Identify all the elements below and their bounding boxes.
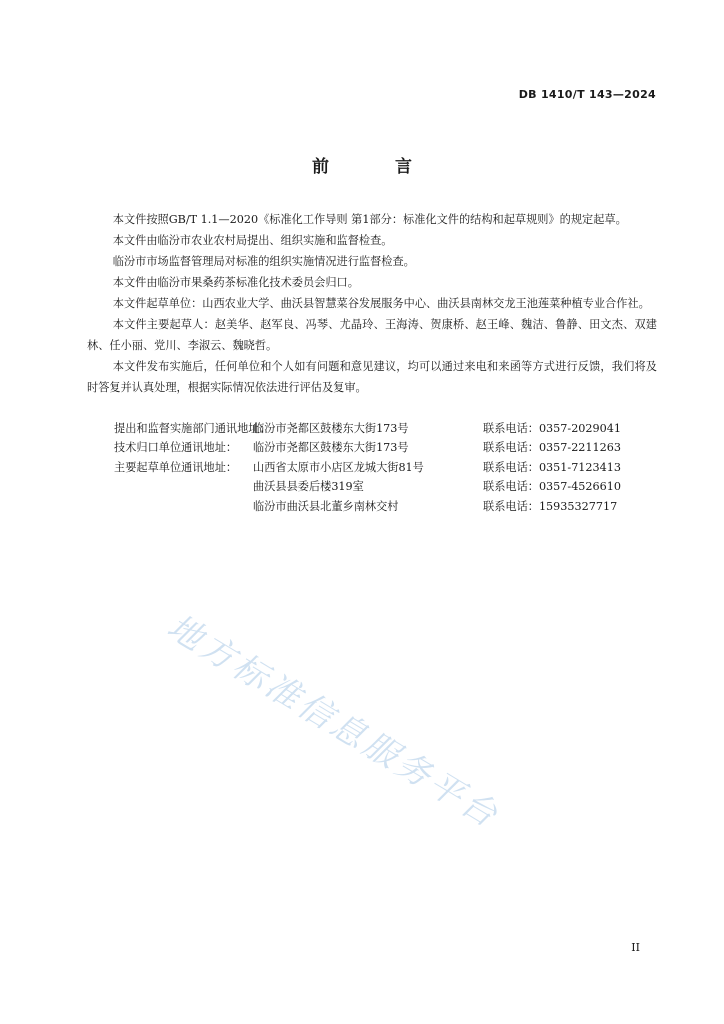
page-title: 前 言 [312,157,442,177]
contact-address: 山西省太原市小店区龙城大街81号 [253,460,424,474]
contact-address: 临汾市尧都区鼓楼东大街173号 [253,441,409,455]
foreword-body [87,209,657,398]
contact-label: 主要起草单位通讯地址： [114,460,238,474]
paragraph-feedback: 本文件发布实施后，任何单位和个人如有问题和意见建议，均可以通过来电和来函等方式进行反馈，我们将及时答复并认真处理，根据实际情况依法进行评估及复审。 [87,360,657,394]
paragraph-proposer: 本文件由临汾市农业农村局提出、组织实施和监督检查。 [112,234,393,247]
contact-label: 技术归口单位通讯地址： [114,441,238,455]
contact-row [87,478,657,497]
contact-phone: 联系电话：0357-4526610 [483,480,622,494]
contact-row [87,459,657,478]
contact-address: 临汾市曲沃县北董乡南林交村 [253,499,399,513]
paragraph-drafters: 本文件主要起草人：赵美华、赵军良、冯琴、尤晶玲、王海涛、贺康桥、赵王峰、魏洁、鲁静、田文杰、双建林、任小丽、党川、李淑云、魏晓哲。 [87,318,657,352]
paragraph-supervision: 临汾市市场监督管理局对标准的组织实施情况进行监督检查。 [112,255,415,268]
paragraph-drafting-rule: 本文件按照GB/T 1.1—2020《标准化工作导则 第1部分：标准化文件的结构和起草规则》的规定起草。 [112,213,627,226]
page-number: II [631,941,640,954]
contact-phone: 联系电话：0351-7123413 [483,460,622,474]
contact-address: 曲沃县县委后楼319室 [253,480,364,494]
contact-phone: 联系电话：15935327717 [483,499,618,513]
paragraph-committee: 本文件由临汾市果桑药茶标准化技术委员会归口。 [112,276,359,289]
contact-label: 提出和监督实施部门通讯地址： [114,422,271,435]
contact-list [87,420,657,517]
contact-phone: 联系电话：0357-2211263 [483,441,622,455]
contact-row [87,498,657,517]
paragraph-drafting-units: 本文件起草单位：山西农业大学、曲沃县智慧菜谷发展服务中心、曲沃县南林交龙王池莲菜种植专业合作社。 [112,297,650,310]
document-code: DB 1410/T 143—2024 [518,88,656,101]
watermark: 地方标准信息服务平台 [160,606,507,837]
contact-row [87,420,657,439]
contact-address: 临汾市尧都区鼓楼东大街173号 [253,422,409,435]
contact-phone: 联系电话：0357-2029041 [483,422,622,435]
contact-row [87,439,657,458]
